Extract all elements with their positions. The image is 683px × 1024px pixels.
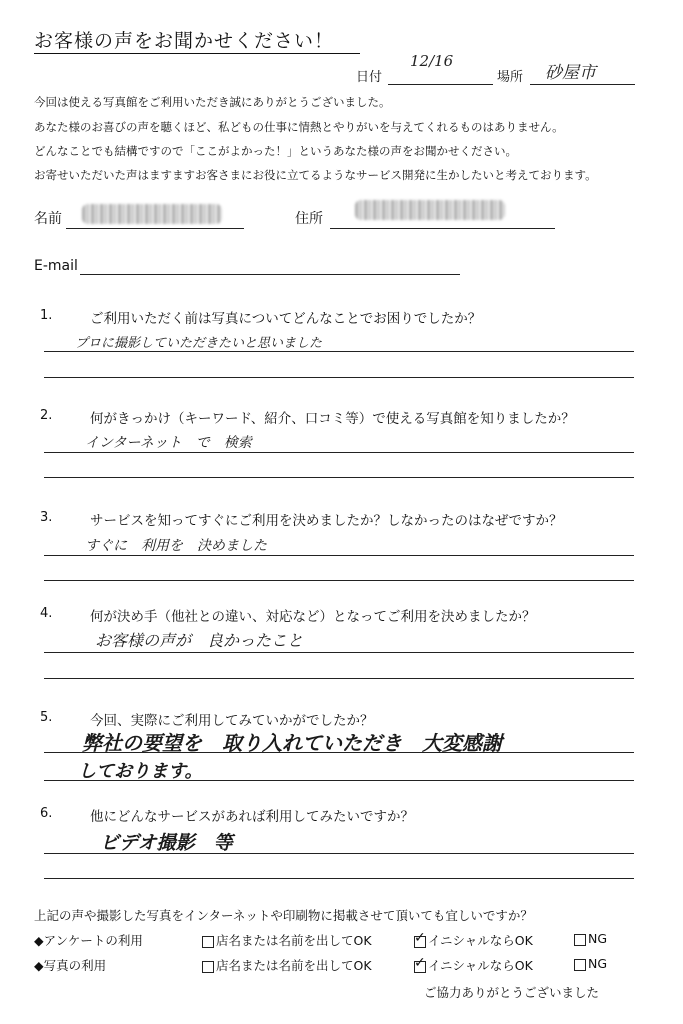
- q4-answer: お客様の声が 良かったこと: [95, 631, 304, 650]
- place-value: 砂屋市: [545, 63, 596, 83]
- intro-line-2: あなた様のお喜びの声を聴くほど、私どもの仕事に情熱とやりがいを与えてくれるものはありません。: [34, 120, 564, 134]
- q5-line-2: [44, 780, 634, 781]
- intro-line-1: 今回は使える写真館をご利用いただき誠にありがとうございました。: [34, 95, 391, 109]
- q2-answer: インターネット で 検索: [85, 435, 252, 451]
- q2-text: 何がきっかけ（キーワード、紹介、口コミ等）で使える写真館を知りましたか？: [90, 411, 575, 427]
- name-label: 名前: [34, 211, 62, 227]
- checkbox-survey-initial-ok[interactable]: [414, 936, 426, 948]
- address-label: 住所: [295, 211, 323, 227]
- q1-number: 1.: [40, 308, 53, 323]
- name-redacted: [82, 204, 222, 224]
- q4-line-1: [44, 652, 634, 653]
- q5-answer-line-1: 弊社の要望を 取り入れていただき 大変感謝: [82, 731, 502, 755]
- q1-answer: プロに撮影していただきたいと思いました: [75, 336, 323, 351]
- title-underline: [34, 53, 360, 54]
- q3-line-1: [44, 555, 634, 556]
- q5-text: 今回、実際にご利用してみていかがでしたか？: [90, 713, 374, 729]
- survey-title: お客様の声をお聞かせください！: [34, 30, 335, 52]
- q3-line-2: [44, 580, 634, 581]
- consent-photo-opt3[interactable]: [574, 956, 607, 971]
- q2-line-1: [44, 452, 634, 453]
- q5-line-1: [44, 752, 634, 753]
- consent-photo-opt2[interactable]: [414, 956, 533, 974]
- checkbox-survey-ng[interactable]: [574, 934, 586, 946]
- date-underline: [388, 84, 493, 85]
- q1-text: ご利用いただく前は写真についてどんなことでお困りでしたか？: [90, 311, 482, 327]
- q5-number: 5.: [40, 710, 53, 725]
- q3-answer: すぐに 利用を 決めました: [85, 538, 267, 554]
- email-label: E-mail: [34, 258, 78, 274]
- consent-photo-label: ◆写真の利用: [34, 958, 107, 973]
- consent-survey-opt1-label: 店名または名前を出してOK: [216, 933, 372, 948]
- place-underline: [530, 84, 635, 85]
- q1-line-1: [44, 351, 634, 352]
- q1-line-2: [44, 377, 634, 378]
- q3-number: 3.: [40, 510, 53, 525]
- consent-photo-opt1-label: 店名または名前を出してOK: [216, 958, 372, 973]
- email-line: [80, 274, 460, 275]
- checkbox-photo-initial-ok[interactable]: [414, 961, 426, 973]
- consent-survey-label: ◆アンケートの利用: [34, 933, 143, 948]
- date-value: 12/16: [410, 52, 454, 70]
- address-line: [330, 228, 555, 229]
- address-redacted: [355, 200, 505, 220]
- intro-line-4: お寄せいただいた声はますますお客さまにお役に立てるようなサービス開発に生かしたいと考えております。: [34, 168, 597, 182]
- consent-survey-opt2-label: イニシャルならOK: [428, 933, 533, 948]
- consent-survey-opt3-label: NG: [588, 931, 608, 946]
- checkbox-photo-name-ok[interactable]: [202, 961, 214, 973]
- name-line: [66, 228, 244, 229]
- q6-text: 他にどんなサービスがあれば利用してみたいですか？: [90, 809, 414, 825]
- thanks-text: ご協力ありがとうございました: [424, 985, 600, 1000]
- q6-answer: ビデオ撮影 等: [100, 832, 233, 854]
- q4-line-2: [44, 678, 634, 679]
- q2-number: 2.: [40, 408, 53, 423]
- consent-photo-opt2-label: イニシャルならOK: [428, 958, 533, 973]
- consent-survey-opt1[interactable]: [202, 931, 372, 949]
- q6-line-1: [44, 853, 634, 854]
- checkbox-survey-name-ok[interactable]: [202, 936, 214, 948]
- consent-photo-opt3-label: NG: [588, 956, 608, 971]
- consent-photo-opt1[interactable]: [202, 956, 372, 974]
- q3-text: サービスを知ってすぐにご利用を決めましたか？しなかったのはなぜですか？: [90, 513, 563, 529]
- q4-text: 何が決め手（他社との違い、対応など）となってご利用を決めましたか？: [90, 609, 536, 625]
- checkbox-photo-ng[interactable]: [574, 959, 586, 971]
- q2-line-2: [44, 477, 634, 478]
- q4-number: 4.: [40, 606, 53, 621]
- intro-line-3: どんなことでも結構ですので「ここがよかった！」というあなた様の声をお聞かせください。: [34, 144, 517, 158]
- q6-line-2: [44, 878, 634, 879]
- consent-survey-opt2[interactable]: [414, 931, 533, 949]
- consent-question: 上記の声や撮影した写真をインターネットや印刷物に掲載させて頂いても宜しいですか？: [34, 908, 533, 923]
- place-label: 場所: [497, 70, 524, 85]
- date-label: 日付: [356, 70, 383, 85]
- q5-answer-line-2: しております。: [78, 761, 203, 782]
- consent-survey-opt3[interactable]: [574, 931, 607, 946]
- q6-number: 6.: [40, 806, 53, 821]
